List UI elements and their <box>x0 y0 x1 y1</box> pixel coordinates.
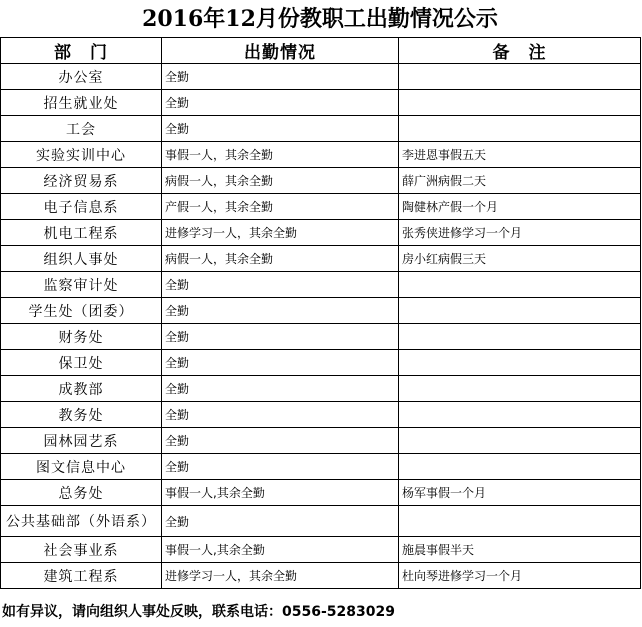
attendance-cell: 事假一人,其余全勤 <box>162 480 399 506</box>
table-row <box>1 350 641 376</box>
note-cell: 张秀侠进修学习一个月 <box>399 220 641 246</box>
table-row <box>1 116 641 142</box>
note-cell <box>399 90 641 116</box>
note-cell: 李进恩事假五天 <box>399 142 641 168</box>
department-cell: 教务处 <box>1 402 162 428</box>
table-row <box>1 272 641 298</box>
table-row <box>1 220 641 246</box>
table-row <box>1 246 641 272</box>
note-cell: 房小红病假三天 <box>399 246 641 272</box>
note-cell <box>399 428 641 454</box>
table-row <box>1 480 641 506</box>
attendance-cell: 全勤 <box>162 428 399 454</box>
note-cell: 陶健林产假一个月 <box>399 194 641 220</box>
department-cell: 学生处（团委） <box>1 298 162 324</box>
table-row <box>1 428 641 454</box>
department-cell: 建筑工程系 <box>1 563 162 589</box>
table-row <box>1 64 641 90</box>
note-cell: 施晨事假半天 <box>399 537 641 563</box>
department-cell: 经济贸易系 <box>1 168 162 194</box>
table-header-row <box>1 38 641 64</box>
table-row <box>1 298 641 324</box>
note-cell: 杨军事假一个月 <box>399 480 641 506</box>
department-cell: 园林园艺系 <box>1 428 162 454</box>
table-row <box>1 402 641 428</box>
attendance-cell: 病假一人，其余全勤 <box>162 246 399 272</box>
note-cell: 薛广洲病假二天 <box>399 168 641 194</box>
department-cell: 电子信息系 <box>1 194 162 220</box>
header-note: 备 注 <box>399 38 641 64</box>
note-cell <box>399 376 641 402</box>
table-row <box>1 537 641 563</box>
note-cell <box>399 298 641 324</box>
attendance-cell: 全勤 <box>162 454 399 480</box>
table-row <box>1 454 641 480</box>
attendance-cell: 病假一人，其余全勤 <box>162 168 399 194</box>
department-cell: 总务处 <box>1 480 162 506</box>
attendance-cell: 产假一人，其余全勤 <box>162 194 399 220</box>
note-cell <box>399 324 641 350</box>
attendance-cell: 全勤 <box>162 402 399 428</box>
attendance-cell: 事假一人,其余全勤 <box>162 537 399 563</box>
department-cell: 保卫处 <box>1 350 162 376</box>
table-row <box>1 563 641 589</box>
table-row <box>1 142 641 168</box>
note-cell <box>399 272 641 298</box>
note-cell <box>399 506 641 537</box>
attendance-table <box>0 37 641 589</box>
attendance-cell: 全勤 <box>162 506 399 537</box>
table-row <box>1 506 641 537</box>
note-cell <box>399 350 641 376</box>
attendance-cell: 事假一人，其余全勤 <box>162 142 399 168</box>
department-cell: 机电工程系 <box>1 220 162 246</box>
note-cell: 杜向琴进修学习一个月 <box>399 563 641 589</box>
department-cell: 公共基础部（外语系） <box>1 506 162 537</box>
department-cell: 招生就业处 <box>1 90 162 116</box>
department-cell: 社会事业系 <box>1 537 162 563</box>
attendance-cell: 全勤 <box>162 324 399 350</box>
attendance-cell: 全勤 <box>162 116 399 142</box>
attendance-cell: 全勤 <box>162 64 399 90</box>
page-title: 2016年12月份教职工出勤情况公示 <box>142 6 498 32</box>
department-cell: 办公室 <box>1 64 162 90</box>
attendance-cell: 进修学习一人，其余全勤 <box>162 220 399 246</box>
department-cell: 实验实训中心 <box>1 142 162 168</box>
header-department: 部 门 <box>1 38 162 64</box>
note-cell <box>399 402 641 428</box>
department-cell: 组织人事处 <box>1 246 162 272</box>
footer-contact-note: 如有异议，请向组织人事处反映，联系电话：0556-5283029 <box>2 604 395 620</box>
table-row <box>1 324 641 350</box>
attendance-cell: 全勤 <box>162 298 399 324</box>
department-cell: 图文信息中心 <box>1 454 162 480</box>
note-cell <box>399 454 641 480</box>
note-cell <box>399 64 641 90</box>
table-row <box>1 376 641 402</box>
table-body <box>1 64 641 589</box>
attendance-cell: 全勤 <box>162 272 399 298</box>
table-row <box>1 194 641 220</box>
note-cell <box>399 116 641 142</box>
attendance-cell: 进修学习一人，其余全勤 <box>162 563 399 589</box>
table-row <box>1 90 641 116</box>
department-cell: 监察审计处 <box>1 272 162 298</box>
attendance-cell: 全勤 <box>162 350 399 376</box>
attendance-cell: 全勤 <box>162 376 399 402</box>
department-cell: 成教部 <box>1 376 162 402</box>
table-row <box>1 168 641 194</box>
attendance-cell: 全勤 <box>162 90 399 116</box>
header-attendance: 出勤情况 <box>162 38 399 64</box>
department-cell: 财务处 <box>1 324 162 350</box>
department-cell: 工会 <box>1 116 162 142</box>
